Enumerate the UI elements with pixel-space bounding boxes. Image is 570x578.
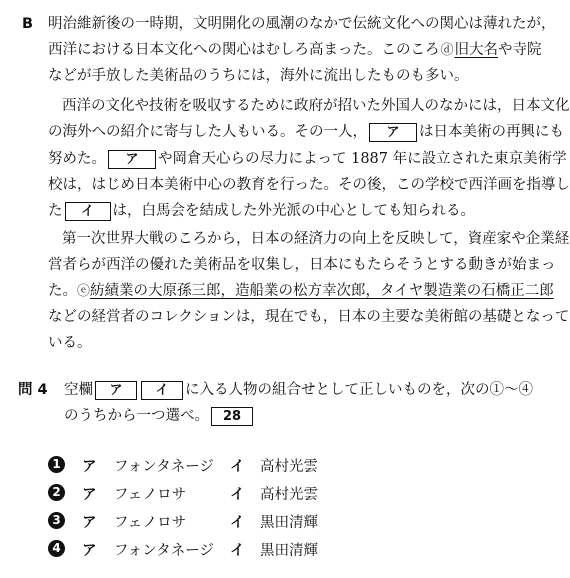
option-number-1: 1 [48,456,65,473]
q-blank-a-box: ア [95,381,137,400]
blank-a-box: ア [369,123,417,142]
option-number-4: 4 [48,540,65,557]
answer-number-box: 28 [211,407,253,426]
para3-line2: 営者らが西洋の優れた美術品を収集し，日本にもたらそうとする動きが始まっ [48,257,556,273]
para1-line3: などが手放した美術品のうちには，海外に流出したものも多い。 [48,68,469,84]
underline-e: 紡績業の大原孫三郎，造船業の松方幸次郎，タイヤ製造業の石橋正二郎 [90,283,554,299]
marker-e-icon: ⓔ [77,284,91,299]
blank-a-box-2: ア [108,150,156,169]
para3-line1: 第一次世界大戦のころから，日本の経済力の向上を反映して，資産家や企業経 [62,231,570,247]
para2-line3: 努めた。 ア や岡倉天心らの尽力によって 1887 年に設立された東京美術学 [48,151,567,167]
question-line2: のうちから一つ選べ。 28 [64,405,255,427]
section-label: B [22,16,34,32]
para3-line5: いる。 [48,335,92,351]
para1-line2: 西洋における日本文化への関心はむしろ高まった。このころⓓ旧大名や寺院 [48,42,542,58]
para2-line5: た イ は，白馬会を結成した外光派の中心としても知られる。 [48,203,475,219]
option-number-2: 2 [48,484,65,501]
marker-d-icon: ⓓ [440,42,454,58]
para2-line1: 西洋の文化や技術を吸収するために政府が招いた外国人のなかには，日本文化 [62,98,570,114]
blank-i-box: イ [65,202,111,221]
para2-line4: 校は，はじめ日本美術中心の教育を行った。その後，この学校で西洋画を指導し [48,177,570,193]
para1-line1: 明治維新後の一時期，文明開化の風潮のなかで伝統文化への関心は薄れたが， [48,16,556,32]
question-line1: 空欄 ア イ に入る人物の組合せとして正しいものを，次の①～④ [64,382,533,398]
range-from-icon: ① [489,382,504,398]
range-to-icon: ④ [518,382,533,398]
question-label: 問 4 [18,382,48,398]
option-number-3: 3 [48,512,65,529]
underline-d: 旧大名 [454,42,499,58]
para2-line2: の海外への紹介に寄与した人もいる。その一人， ア は日本美術の再興にも [48,124,564,140]
para3-line4: などの経営者のコレクションは，現在でも，日本の主要な美術館の基礎となって [48,309,570,325]
para3-line3: た。ⓔ紡績業の大原孫三郎，造船業の松方幸次郎，タイヤ製造業の石橋正二郎 [48,283,554,299]
q-blank-i-box: イ [141,381,183,400]
